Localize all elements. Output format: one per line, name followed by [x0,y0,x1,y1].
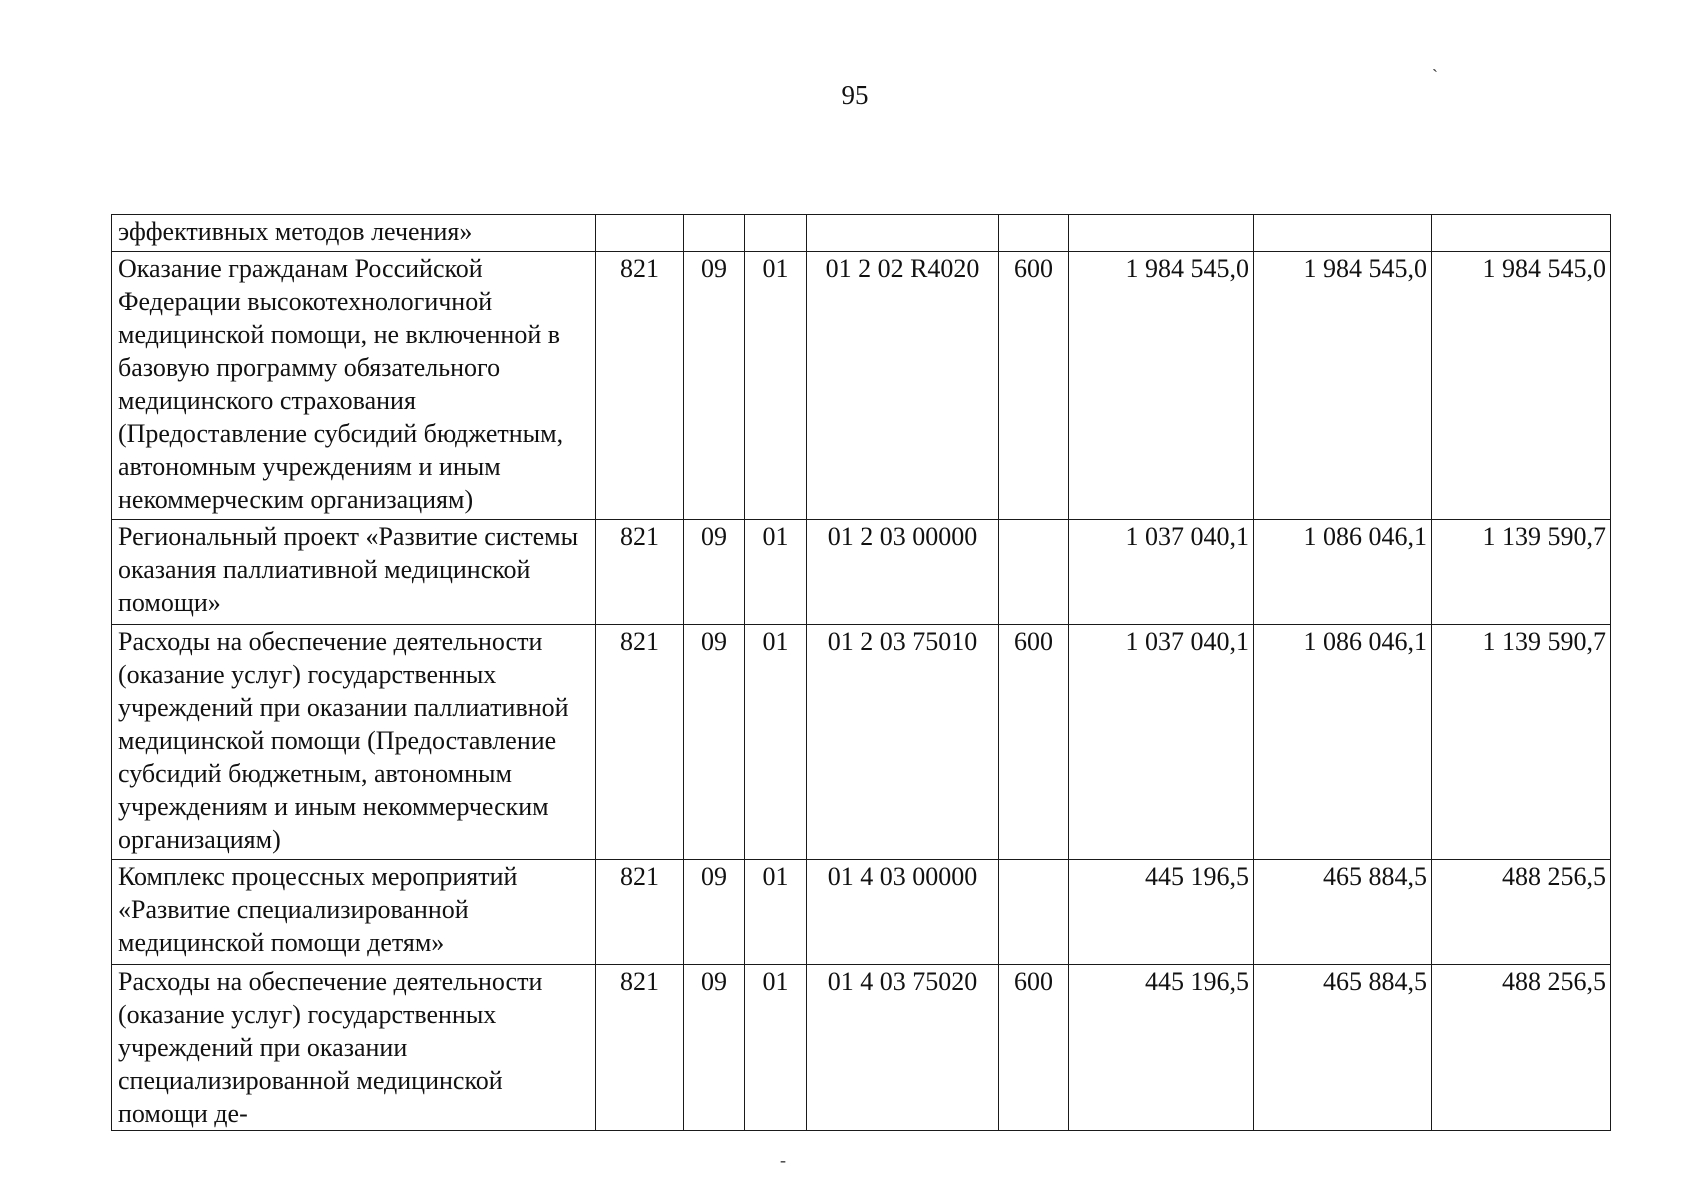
expense-type-cell [999,520,1069,625]
subsection-code-cell: 01 [745,252,807,520]
scan-speck: ` [1432,66,1438,86]
table-row [112,625,1611,860]
amount-year3-cell [1432,215,1611,252]
table-row [112,965,1611,1131]
row-name-cell: Оказание гражданам Российской Федерации высокотехнологичной медицинской помощи, не включенной в базовую программу обязательного медицинского страхования (Предоставление субсидий бюджетным, автономным учреждениям и иным некоммерческим организациям) [112,252,596,520]
budget-allocation-table [111,214,1611,1131]
target-article-cell: 01 2 03 00000 [807,520,999,625]
amount-year2-cell [1254,215,1432,252]
amount-year3-cell: 1 984 545,0 [1432,252,1611,520]
target-article-cell: 01 2 03 75010 [807,625,999,860]
scan-speck: - [780,1150,786,1170]
section-code-cell: 09 [684,965,745,1131]
target-article-cell: 01 4 03 00000 [807,860,999,965]
amount-year2-cell: 1 086 046,1 [1254,625,1432,860]
ministry-code-cell: 821 [596,252,684,520]
amount-year2-cell: 465 884,5 [1254,965,1432,1131]
section-code-cell [684,215,745,252]
row-name-cell: Региональный проект «Развитие системы оказания паллиативной медицинской помощи» [112,520,596,625]
amount-year2-cell: 1 984 545,0 [1254,252,1432,520]
subsection-code-cell: 01 [745,520,807,625]
amount-year1-cell [1069,215,1254,252]
table-row [112,520,1611,625]
ministry-code-cell: 821 [596,965,684,1131]
amount-year3-cell: 1 139 590,7 [1432,520,1611,625]
amount-year2-cell: 1 086 046,1 [1254,520,1432,625]
ministry-code-cell [596,215,684,252]
ministry-code-cell: 821 [596,520,684,625]
expense-type-cell: 600 [999,625,1069,860]
table-body [112,215,1611,1131]
subsection-code-cell: 01 [745,965,807,1131]
row-name-cell: Комплекс процессных мероприятий «Развитие специализированной медицинской помощи детям» [112,860,596,965]
amount-year1-cell: 1 037 040,1 [1069,520,1254,625]
ministry-code-cell: 821 [596,625,684,860]
amount-year1-cell: 1 984 545,0 [1069,252,1254,520]
expense-type-cell: 600 [999,252,1069,520]
amount-year1-cell: 445 196,5 [1069,860,1254,965]
table-row [112,215,1611,252]
table-row [112,252,1611,520]
subsection-code-cell: 01 [745,860,807,965]
amount-year3-cell: 488 256,5 [1432,860,1611,965]
subsection-code-cell [745,215,807,252]
amount-year3-cell: 488 256,5 [1432,965,1611,1131]
expense-type-cell [999,215,1069,252]
amount-year3-cell: 1 139 590,7 [1432,625,1611,860]
amount-year1-cell: 1 037 040,1 [1069,625,1254,860]
ministry-code-cell: 821 [596,860,684,965]
subsection-code-cell: 01 [745,625,807,860]
section-code-cell: 09 [684,520,745,625]
section-code-cell: 09 [684,625,745,860]
amount-year1-cell: 445 196,5 [1069,965,1254,1131]
table-row [112,860,1611,965]
page-number: 95 [841,80,869,110]
row-name-cell: эффективных методов лечения» [112,215,596,252]
row-name-cell: Расходы на обеспечение деятельности (оказание услуг) государственных учреждений при оказании паллиативной медицинской помощи (Предоставление субсидий бюджетным, автономным учреждениям и иным некоммерческим организациям) [112,625,596,860]
row-name-cell: Расходы на обеспечение деятельности (оказание услуг) государственных учреждений при оказании специализированной медицинской помощи де- [112,965,596,1131]
target-article-cell: 01 4 03 75020 [807,965,999,1131]
target-article-cell: 01 2 02 R4020 [807,252,999,520]
section-code-cell: 09 [684,860,745,965]
amount-year2-cell: 465 884,5 [1254,860,1432,965]
expense-type-cell [999,860,1069,965]
target-article-cell [807,215,999,252]
section-code-cell: 09 [684,252,745,520]
expense-type-cell: 600 [999,965,1069,1131]
